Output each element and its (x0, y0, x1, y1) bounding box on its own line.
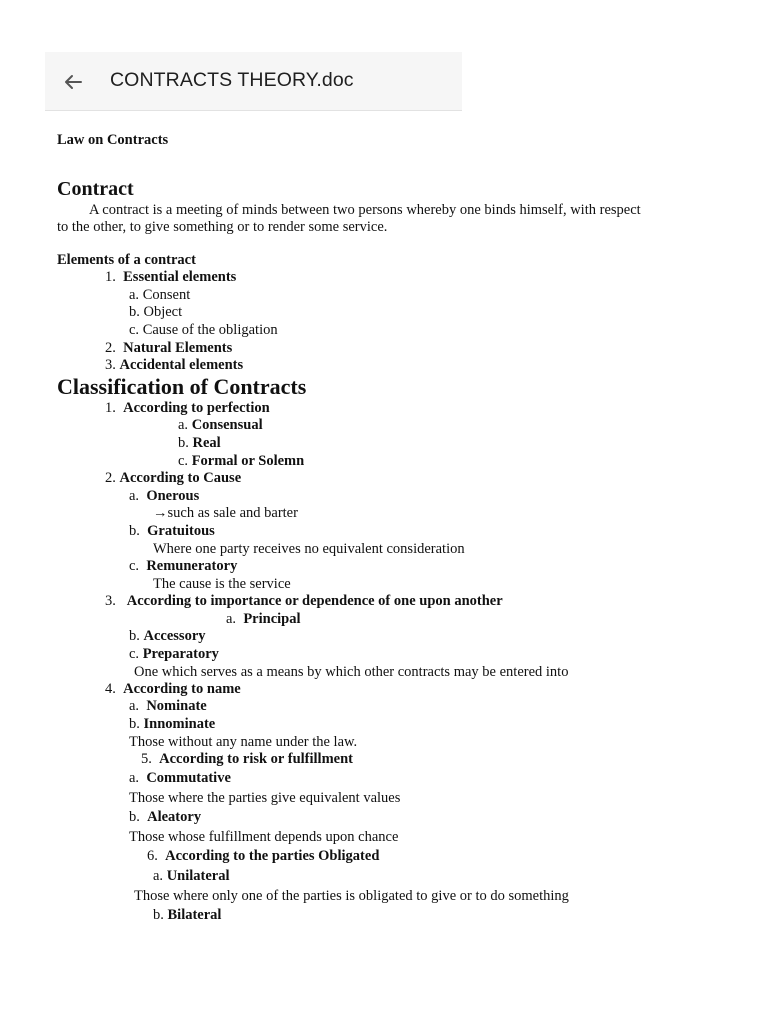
list-item-note: Those where only one of the parties is obligated to give or to do something (134, 888, 569, 904)
list-marker: a. (153, 868, 164, 884)
list-item (147, 848, 379, 865)
list-number: 3. (105, 593, 116, 609)
list-item-text: According to name (123, 681, 241, 697)
list-item-text: Bilateral (167, 907, 222, 923)
contract-definition-line: A contract is a meeting of minds between two persons whereby one binds himself, with respect (89, 202, 641, 218)
list-item-text: Accessory (143, 628, 206, 644)
list-marker: c. (178, 453, 189, 469)
list-item (129, 770, 231, 787)
list-item (105, 470, 241, 487)
list-item (226, 611, 301, 628)
list-item (178, 417, 263, 434)
list-number: 1. (105, 269, 116, 285)
list-item (129, 698, 207, 715)
list-item-text: Remuneratory (146, 558, 238, 574)
list-marker: b. (129, 716, 140, 732)
contract-heading: Contract (57, 178, 134, 200)
list-item (129, 322, 278, 339)
list-number: 1. (105, 400, 116, 416)
list-item (129, 523, 215, 540)
list-item-text: Commutative (146, 770, 231, 786)
list-item-text: According to risk or fulfillment (159, 751, 353, 767)
list-item (129, 646, 219, 663)
list-item (129, 809, 201, 826)
list-number: 2. (105, 340, 116, 356)
list-marker: a. (178, 417, 189, 433)
list-marker: a. (129, 488, 140, 504)
list-item-text: Consent (142, 287, 191, 303)
contract-definition-line: to the other, to give something or to render some service. (57, 219, 388, 235)
top-bar (45, 52, 462, 111)
list-item-text: Aleatory (147, 809, 202, 825)
list-item (129, 488, 199, 505)
list-item-text: Innominate (143, 716, 216, 732)
list-item (105, 593, 503, 610)
list-number: 5. (141, 751, 152, 767)
list-marker: a. (129, 287, 140, 303)
list-item (129, 558, 237, 575)
list-number: 6. (147, 848, 158, 864)
list-number: 3. (105, 357, 116, 373)
list-marker: b. (153, 907, 164, 923)
list-number: 2. (105, 470, 116, 486)
elements-heading: Elements of a contract (57, 252, 196, 268)
list-marker: c. (129, 322, 140, 338)
list-marker: a. (226, 611, 237, 627)
list-item (178, 453, 304, 470)
list-item (105, 681, 241, 698)
list-item (141, 751, 353, 768)
list-marker: a. (129, 770, 140, 786)
list-item-text: Nominate (146, 698, 207, 714)
list-item (153, 907, 221, 924)
list-item-text: Principal (243, 611, 301, 627)
list-item-note: The cause is the service (153, 576, 291, 592)
list-item-note: One which serves as a means by which other contracts may be entered into (134, 664, 569, 680)
list-item (129, 716, 215, 733)
list-item-note: →such as sale and barter (153, 505, 298, 521)
list-item (105, 269, 236, 286)
list-item (178, 435, 221, 452)
list-item-text: Object (143, 304, 183, 320)
list-item-text: Onerous (146, 488, 200, 504)
back-arrow-icon[interactable] (59, 68, 87, 96)
list-item-text: Natural Elements (123, 340, 233, 356)
list-marker: b. (129, 523, 140, 539)
list-marker: b. (129, 809, 140, 825)
list-item-text: Formal or Solemn (191, 453, 305, 469)
list-item-text: According to importance or dependence of one upon another (126, 593, 503, 609)
list-marker: b. (129, 628, 140, 644)
list-marker: b. (178, 435, 189, 451)
list-item-text: Accidental elements (119, 357, 244, 373)
list-item-text: Preparatory (142, 646, 219, 662)
list-item-text: Gratuitous (147, 523, 215, 539)
list-item-text: Cause of the obligation (142, 322, 278, 338)
list-item-text: Real (192, 435, 221, 451)
list-number: 4. (105, 681, 116, 697)
list-marker: a. (129, 698, 140, 714)
list-item (153, 868, 230, 885)
list-item (129, 628, 206, 645)
list-marker: c. (129, 558, 140, 574)
list-item (129, 304, 182, 321)
list-item-text: According to Cause (119, 470, 242, 486)
classification-heading: Classification of Contracts (57, 374, 307, 399)
list-item-text: Unilateral (166, 868, 230, 884)
document-title: CONTRACTS THEORY.doc (110, 69, 354, 91)
list-item-text: Essential elements (123, 269, 237, 285)
list-marker: b. (129, 304, 140, 320)
list-item-text: According to the parties Obligated (165, 848, 380, 864)
list-item-note: Those where the parties give equivalent values (129, 790, 401, 806)
list-marker: c. (129, 646, 140, 662)
list-item-text: According to perfection (123, 400, 270, 416)
list-item (105, 340, 232, 357)
list-item-note: Where one party receives no equivalent consideration (153, 541, 465, 557)
list-item-note: Those whose fulfillment depends upon chance (129, 829, 399, 845)
list-item-note: Those without any name under the law. (129, 734, 358, 750)
list-item (129, 287, 190, 304)
list-item-text: Consensual (191, 417, 263, 433)
list-item (105, 400, 270, 417)
section-label: Law on Contracts (57, 132, 169, 148)
list-item (105, 357, 243, 374)
